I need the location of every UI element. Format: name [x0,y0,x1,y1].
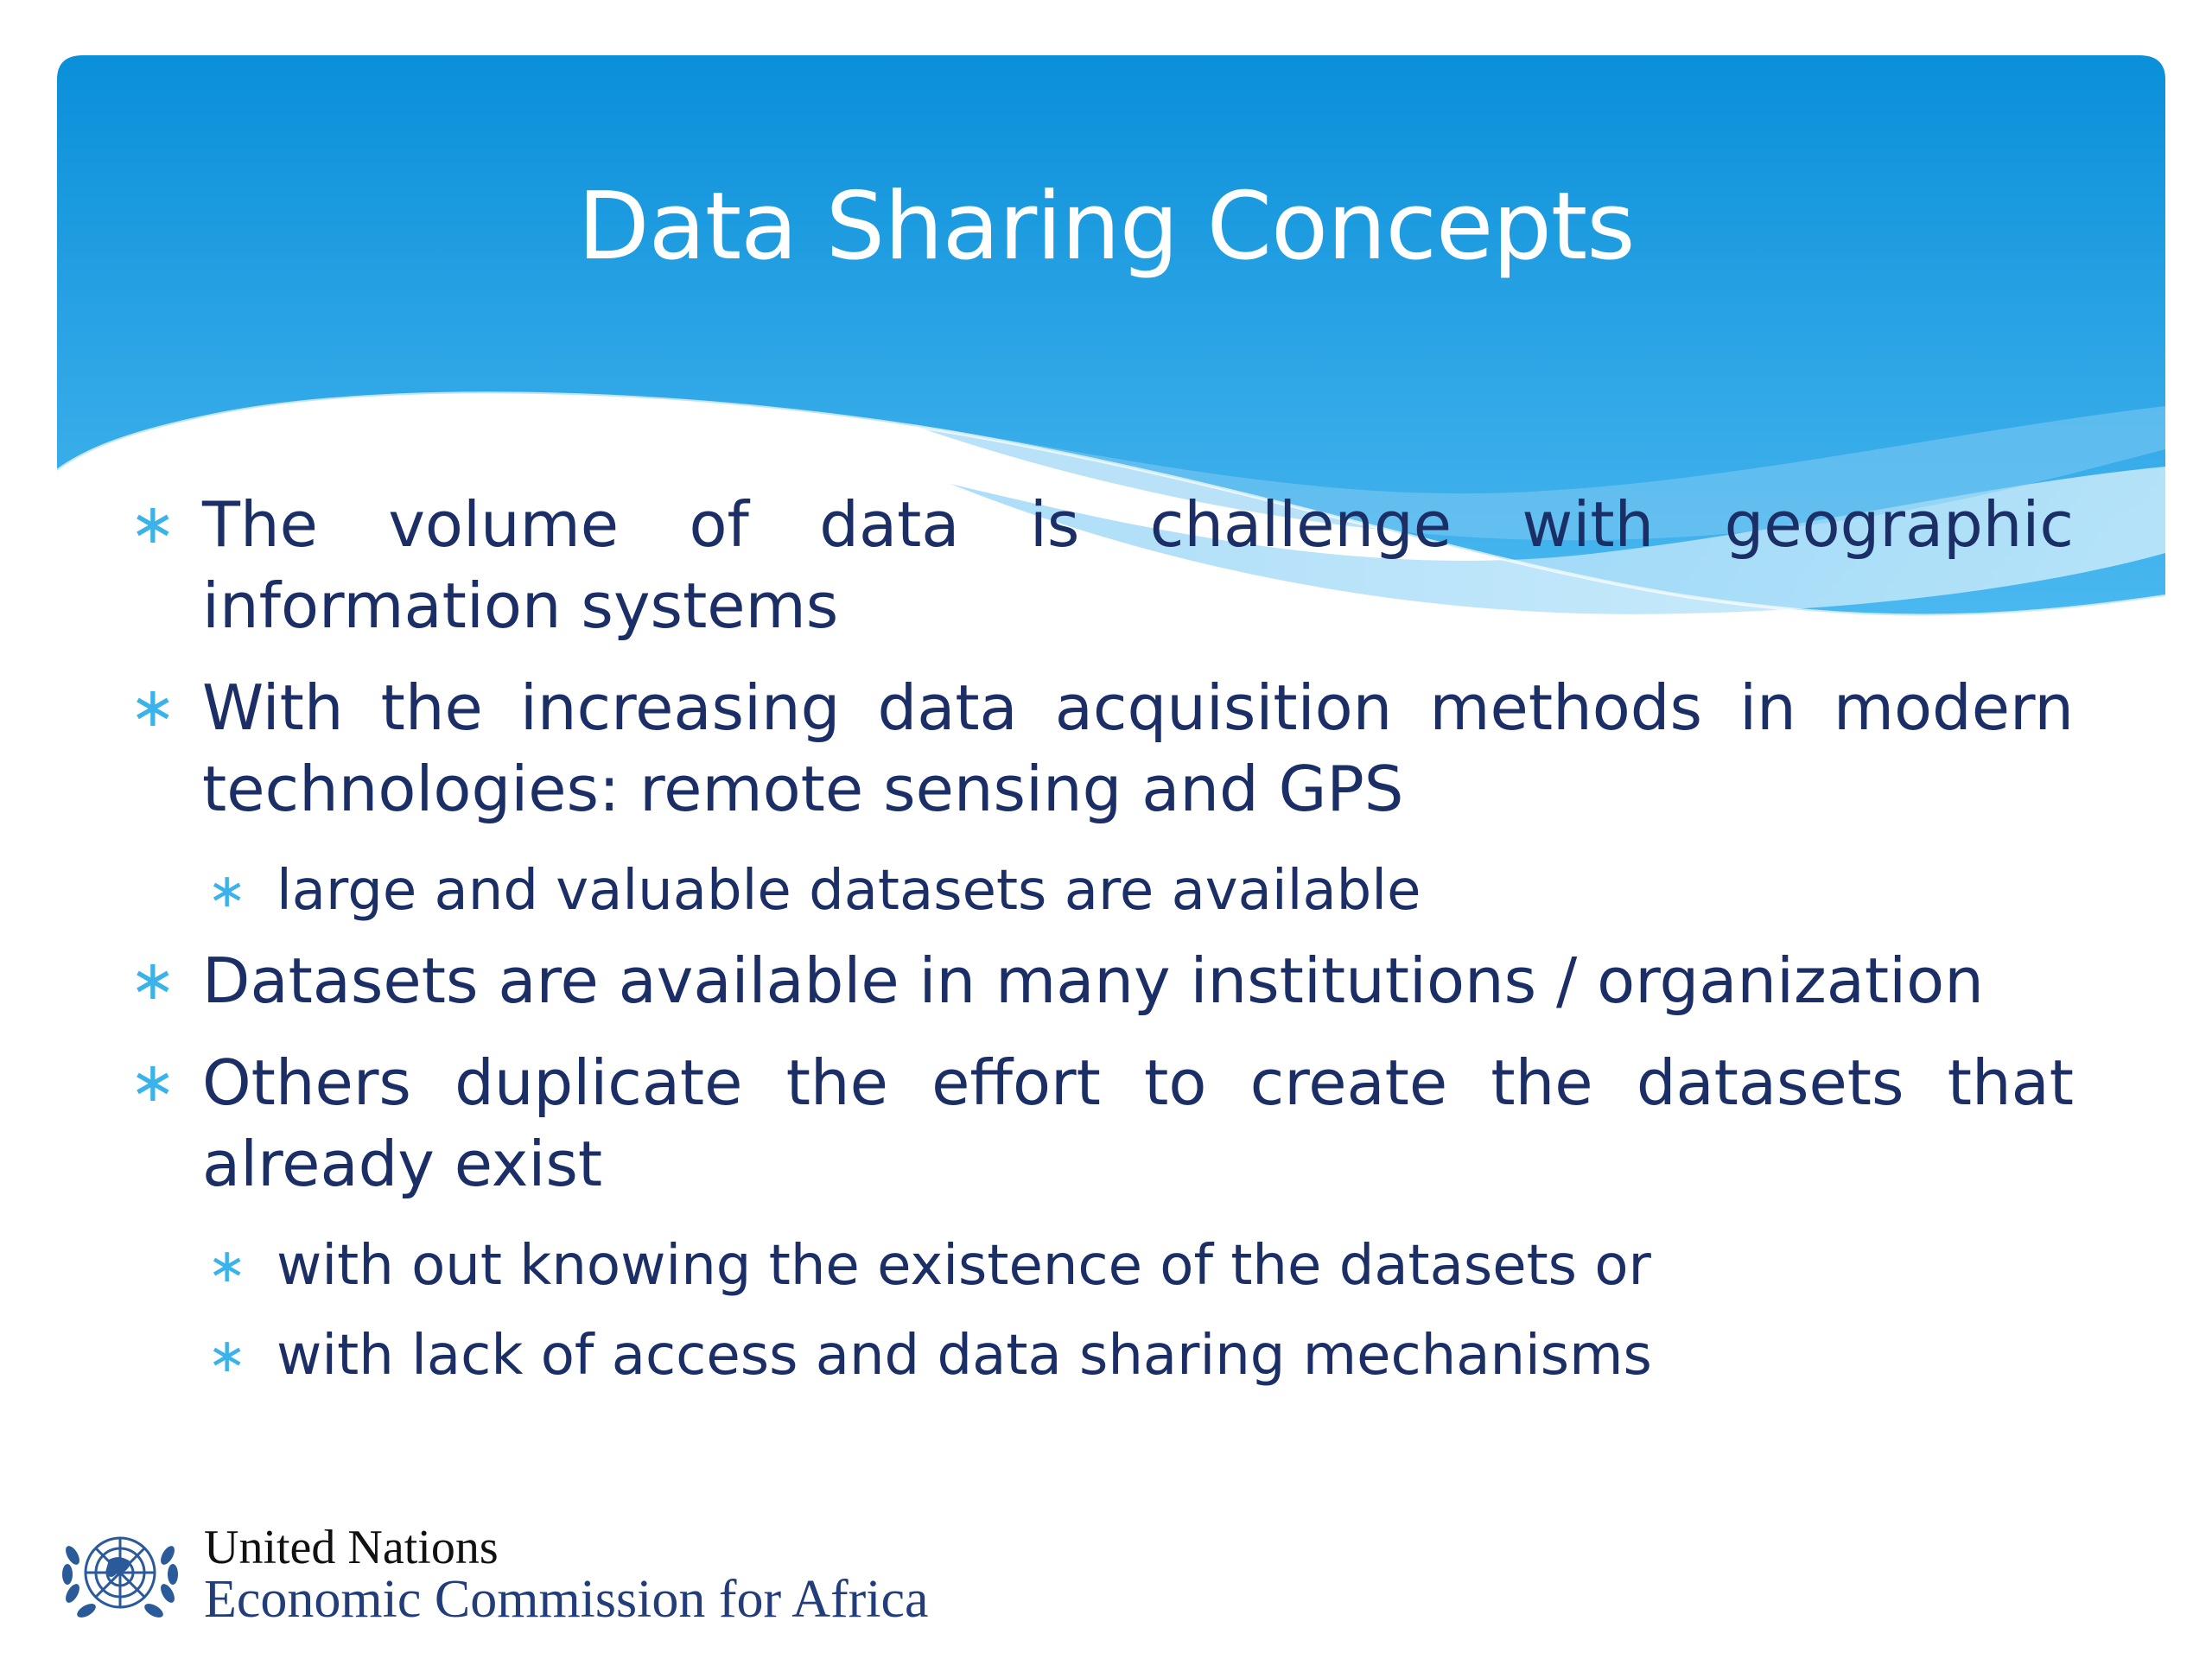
asterisk-bullet-icon: ∗ [130,493,176,556]
asterisk-bullet-icon: ∗ [207,1238,247,1293]
un-emblem-icon [57,1521,183,1630]
bullet-item [130,484,2074,646]
asterisk-bullet-icon: ∗ [207,863,247,918]
bullet-text: The volume of data is challenge with geographic information systems [202,488,2074,642]
sub-bullet-text: with lack of access and data sharing mechanisms [276,1324,1652,1388]
organization-name [204,1523,929,1627]
bullet-text: Others duplicate the effort to create the datasets that already exist [202,1046,2074,1200]
asterisk-bullet-icon: ∗ [130,949,176,1013]
bullet-list [130,484,2074,1405]
sub-bullet-item [130,1225,2074,1306]
asterisk-bullet-icon: ∗ [207,1328,247,1382]
footer-logo [57,1521,929,1630]
sub-bullet-item [130,1315,2074,1396]
slide-title: Data Sharing Concepts [577,173,1635,281]
sub-bullet-text: large and valuable datasets are available [276,859,1421,923]
bullet-text: Datasets are available in many institutions / organization [202,944,1984,1017]
bullet-item [130,667,2074,830]
sub-bullet-text: with out knowing the existence of the datasets or [276,1234,1651,1298]
sub-bullet-item [130,850,2074,931]
org-name-line1: United Nations [204,1521,499,1574]
bullet-item [130,940,2074,1021]
org-name-line2: Economic Commission for Africa [204,1570,929,1629]
asterisk-bullet-icon: ∗ [130,676,176,740]
bullet-item [130,1042,2074,1205]
asterisk-bullet-icon: ∗ [130,1051,176,1115]
bullet-text: With the increasing data acquisition methods in modern technologies: remote sensing and GPS [202,671,2074,825]
